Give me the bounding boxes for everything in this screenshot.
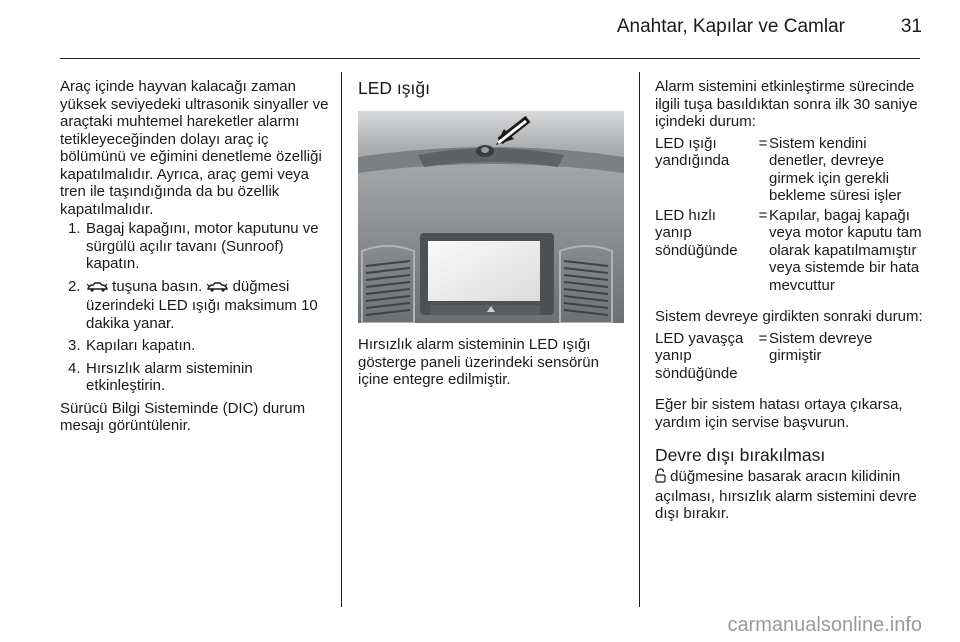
section-heading: LED ışığı (358, 78, 430, 98)
table-term: LED yavaşça yanıp söndüğünde (655, 329, 744, 382)
step-text: Kapıları kapatın. (86, 337, 196, 354)
list-item (60, 278, 332, 333)
table-term: LED hızlı yanıp söndüğünde (655, 206, 738, 259)
column-3 (655, 78, 923, 523)
car-alarm-icon (206, 280, 228, 298)
table-equals: = (758, 134, 768, 152)
deactivate-paragraph (655, 468, 923, 523)
outro-paragraph: Sürücü Bilgi Sisteminde (DIC) durum mesajı görüntülenir. (60, 399, 306, 434)
step-text: Hırsızlık alarm sisteminin etkinleştirin. (86, 359, 253, 394)
photo-caption: Hırsızlık alarm sisteminin LED ışığı gösterge paneli üzerindeki sensörün içine entegre edilmiştir. (358, 336, 599, 388)
page-number: 31 (900, 16, 922, 37)
column-divider-right (639, 72, 640, 607)
table-desc: Sistem kendini denetler, devreye girmek için gerekli bekleme süresi işler (769, 134, 902, 204)
step-number: 2. (68, 277, 81, 295)
intro-paragraph: Araç içinde hayvan kalacağı zaman yüksek seviyedeki ultrasonik sinyaller ve araçtaki muhtemel hareketler alarmı tetikleyeceğinden dolayı araç iç bölümünü ve eğimini denetleme özelliği kapatılmalıdır. Ayrıca, araç gemi veya tren ile taşındığında da bu özellik kapatılmalıdır. (60, 78, 329, 218)
step-number: 1. (68, 220, 81, 237)
column-2 (358, 78, 624, 389)
table-equals: = (758, 206, 768, 224)
table-desc: Kapılar, bagaj kapağı veya motor kaputu tam olarak kapatılmamıştır veya sistemde bir hata mevcuttur (769, 206, 922, 294)
step-number: 3. (68, 337, 81, 354)
page-title: Anahtar, Kapılar ve Camlar (616, 16, 845, 37)
watermark: carmanualsonline.info (727, 614, 922, 636)
table-term: LED ışığı yandığında (655, 134, 730, 169)
step-number: 4. (68, 359, 81, 377)
column-1 (60, 78, 332, 435)
error-paragraph: Eğer bir sistem hatası ortaya çıkarsa, yardım için servise başvurun. (655, 396, 903, 431)
status-table-active (655, 330, 923, 383)
status-intro: Alarm sistemini etkinleştirme sürecinde ilgili tuşa basıldıktan sonra ilk 30 saniye içindeki durum: (655, 78, 918, 130)
table-row (655, 205, 923, 295)
step-text: tuşuna basın. (112, 277, 203, 295)
car-alarm-icon (86, 280, 108, 298)
deactivate-text: düğmesine basarak aracın kilidinin açılması, hırsızlık alarm sistemini devre dışı bırakır. (655, 468, 917, 522)
status-table-activation (655, 135, 923, 295)
table-row (655, 330, 923, 383)
list-item (60, 337, 332, 355)
table-desc: Sistem devreye girmiştir (769, 329, 873, 364)
deactivate-heading: Devre dışı bırakılması (655, 445, 826, 465)
header-rule (60, 58, 920, 59)
table-equals: = (758, 329, 768, 347)
dashboard-photo (358, 111, 624, 323)
steps-list (60, 220, 332, 395)
table-row (655, 135, 923, 205)
list-item (60, 220, 332, 273)
unlock-padlock-icon (655, 468, 666, 488)
step-text: düğmesi üzerindeki LED ışığı maksimum 10 dakika yanar. (86, 277, 318, 332)
step-text: Bagaj kapağını, motor kaputunu ve sürgülü açılır tavanı (Sunroof) kapatın. (86, 220, 319, 272)
list-item (60, 360, 332, 395)
column-divider-left (341, 72, 342, 607)
after-activation-text: Sistem devreye girdikten sonraki durum: (655, 308, 923, 325)
